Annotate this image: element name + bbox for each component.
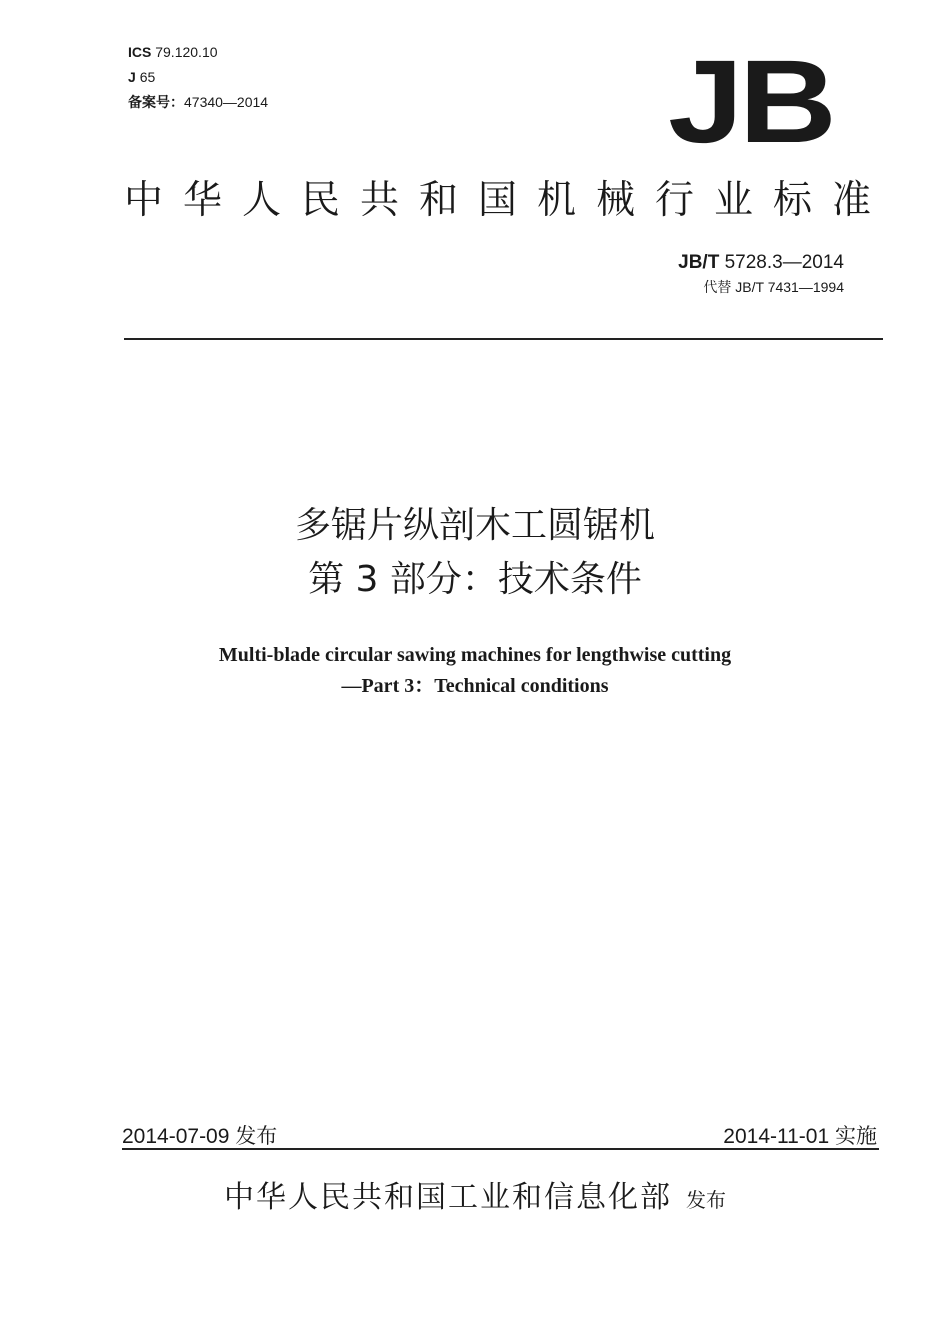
- classification-block: [128, 40, 268, 115]
- chinese-title-line2: 第 3 部分：技术条件: [308, 559, 642, 600]
- standard-prefix: JB/T: [678, 252, 720, 273]
- issuer-line: [0, 1172, 950, 1216]
- standard-title: 中华人民共和国机械行业标准: [124, 178, 892, 223]
- ics-line: [128, 40, 268, 65]
- implementation-date: 2014-11-01 实施: [723, 1125, 877, 1148]
- english-title-line1: Multi-blade circular sawing machines for lengthwise cutting: [218, 644, 732, 666]
- ics-label: ICS: [128, 44, 152, 60]
- replaces-note: 代替 JB/T 7431—1994: [703, 279, 844, 295]
- issuer-action: 发布: [686, 1188, 726, 1212]
- top-divider: [124, 338, 883, 340]
- issue-date: 2014-07-09 发布: [122, 1125, 278, 1148]
- standard-number: [678, 250, 844, 276]
- english-title-line2: —Part 3：Technical conditions: [341, 675, 609, 697]
- record-line: [128, 90, 268, 115]
- chinese-title-line1: 多锯片纵剖木工圆锯机: [294, 505, 655, 546]
- record-label: 备案号：: [128, 94, 184, 110]
- ccs-value: 65: [139, 69, 156, 85]
- ccs-line: [128, 65, 268, 90]
- standard-code-block: [678, 250, 844, 298]
- issuing-organization: 中华人民共和国工业和信息化部: [224, 1180, 672, 1215]
- jb-logo: JB: [668, 36, 833, 168]
- ccs-label: J: [128, 69, 136, 85]
- standard-number-value: 5728.3—2014: [724, 252, 844, 273]
- ics-value: 79.120.10: [155, 44, 218, 60]
- bottom-divider: [122, 1148, 879, 1150]
- record-value: 47340—2014: [184, 94, 269, 110]
